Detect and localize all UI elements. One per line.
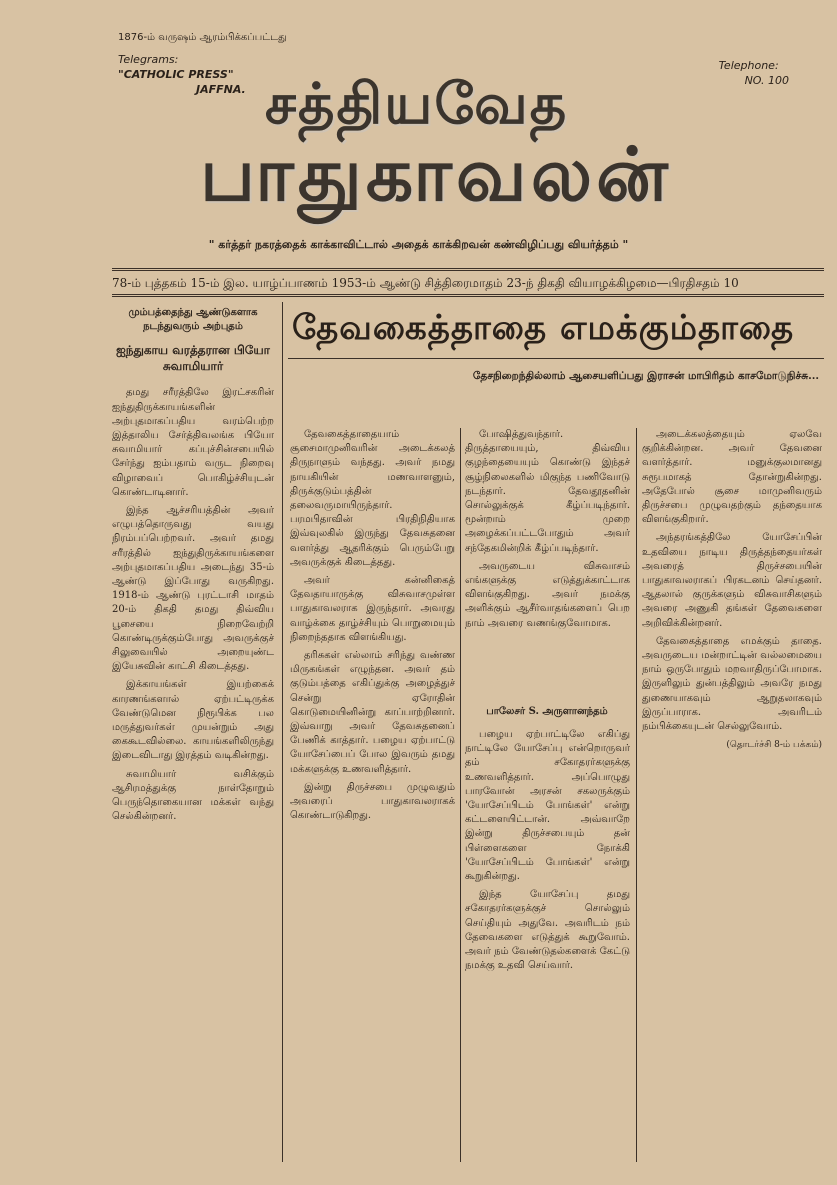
telephone-block <box>719 58 789 88</box>
telephone-label: Telephone: <box>718 59 779 72</box>
founded-note: 1876-ம் வருஷம் ஆரம்பிக்கப்பட்டது <box>118 32 287 43</box>
main-column-1 <box>290 428 455 1162</box>
paragraph: அவர் கன்னிகைத் தேவதாயாருக்கு விசுவாசமுள்ள பாதுகாவலராக இருந்தார். அவரது வாழ்க்கை தாழ்ச்சியும் பொறுமையும் நிறைந்ததாக விளங்கியது. <box>290 575 455 643</box>
main-subhead: தேசநிறைந்தில்லாம் ஆசையளிப்பது இராசன் மாபிரிதம் காசமோடுநிச்சு... <box>472 370 820 382</box>
divider <box>112 268 824 269</box>
byline: பாலேசர் S. அருளானந்தம் <box>486 706 608 717</box>
paragraph: தரிசுகள் எல்லாம் சரிந்து வண்ண மிருகங்கள் எழுந்தன. அவர் தம் குடும்பத்தை எகிப்துக்கு அழைத்துச் சென்று ஏரோதின் கொடுமையினின்று காப்பாற்றினார். இவ்வாறு அவர் தேவசுதனைப் பேணிக் காத்தார். பழைய ஏற்பாட்டு யோசேப்பைப் போல இவரும் தமது மக்களுக்கு உணவளித்தார். <box>290 650 455 775</box>
divider <box>112 270 824 271</box>
main-column-2-bottom <box>465 728 630 1162</box>
telegrams-label: Telegrams: <box>118 53 179 66</box>
paragraph: இந்த யோசேப்பு தமது சகோதரர்களுக்குச் சொல்லும் செய்தியும் அதுவே. அவரிடம் நம் தேவைகளை எடுத்துக் கூறுவோம். அவர் நம் வேண்டுதல்களைக் கேட்டு நமக்கு உதவி செய்வார். <box>465 889 630 972</box>
telegrams-city: JAFFNA. <box>196 83 246 96</box>
main-column-3 <box>642 428 822 1162</box>
paragraph: அந்தரங்கத்திலே யோசேப்பின் உதவியை நாடிய திருத்தந்தையர்கள் அவரைத் திருச்சபையின் பாதுகாவலராகப் பிரகடனம் செய்தனர். ஆதலால் குருக்களும் விசுவாசிகளும் அவரை அணுகி தங்கள் தேவைகளை அறிவிக்கின்றனர். <box>642 532 822 629</box>
paragraph: இன்று திருச்சபை முழுவதும் அவரைப் பாதுகாவலராகக் கொண்டாடுகிறது. <box>290 781 455 822</box>
telephone-value: NO. 100 <box>744 74 789 87</box>
paragraph: அடைக்கலத்தையும் ஏலவே குறிக்கின்றன. அவர் தேவனை வளர்த்தார். மனுக்குலமானது சுரூபமாகத் தோன்றுகின்றது. அதேபோல் சூசை மாமுனிவரும் திருச்சபை முழுவதற்கும் தந்தையாக விளங்குகிறார். <box>642 429 822 526</box>
paragraph: தமது சரீரத்திலே இரட்சகரின் ஐந்துதிருக்காயங்களின் அற்புதமாகப்பதிய வரம்பெற்ற இத்தாலிய சேர்த்திவலங்க பியோ சுவாமியார் கப்புச்சின்சபையில் சேர்ந்து ஐம்பதாம் வருட நிறைவு விழாவைப் பொகிழ்ச்சியுடன் கொண்டாடினார். <box>112 387 274 498</box>
telegrams-block <box>118 52 246 97</box>
column-rule <box>460 428 461 1162</box>
masthead-motto: " கர்த்தர் நகரத்தைக் காக்காவிட்டால் அதைக் காக்கிறவன் கண்விழிப்பது வியர்த்தம் " <box>208 238 629 251</box>
divider <box>288 358 824 359</box>
paragraph: அவருடைய விசுவாசம் எங்களுக்கு எடுத்துக்காட்டாக விளங்குகிறது. அவர் நமக்கு அளிக்கும் ஆசீர்வாதங்களைப் பெற நாம் அவரை வணங்குவோமாக. <box>465 560 630 629</box>
paragraph: சுவாமியார் வசிக்கும் ஆசிரமத்துக்கு நாள்தோறும் பெருந்தொகையான மக்கள் வந்து செல்கின்றனர். <box>112 768 274 823</box>
masthead-title-line2: பாதுகாவலன் <box>200 132 672 218</box>
masthead-title-line1: சத்தியவேத <box>265 72 569 137</box>
continued-note: (தொடர்ச்சி 8-ம் பக்கம்) <box>726 740 822 751</box>
column-rule <box>282 302 283 1162</box>
paragraph: தேவகைத்தாதையாம் சூசைமாமுனிவரின் அடைக்கலத் திருநாளும் வந்தது. அவர் நமது நாயகியின் மணவாளனும், திருக்குடும்பத்தின் தலைவருமாயிருந்தார். பரமபிதாவின் பிரதிநிதியாக இவ்வுலகில் இருந்து தேவசுதனை வளர்த்து ஆதரிக்கும் பெரும்பேறு அவருக்குக் கிடைத்தது. <box>290 429 455 568</box>
main-column-2-top <box>465 428 630 700</box>
paragraph: பழைய ஏற்பாட்டிலே எகிப்து நாட்டிலே யோசேப்பு என்றொருவர் தம் சகோதரர்களுக்கு உணவளித்தார். அப்பொழுது பாரவோன் அரசன் சகலருக்கும் 'யோசேப்பிடம் போங்கள்' என்று கட்டளையிட்டான். அவ்வாறே இன்று திருச்சபையும் தன் பிள்ளைகளை நோக்கி 'யோசேப்பிடம் போங்கள்' என்று கூறுகின்றது. <box>465 729 630 883</box>
left-article <box>112 302 274 1162</box>
divider <box>112 296 824 297</box>
dateline: 78-ம் புத்தகம் 15-ம் இல. யாழ்ப்பாணம் 1953-ம் ஆண்டு சித்திரைமாதம் 23-ந் திகதி வியாழக்கிழமை—பிரதிசதம் 10 <box>112 276 739 290</box>
paragraph: இக்காயங்கள் இயற்கைக் காரணங்களால் ஏற்பட்டிருக்க வேண்டுமென நிரூபிக்க பல மருத்துவர்கள் முயன்றும் அது கைகூடவில்லை. காயங்களிலிருந்து இடைவிடாது இரத்தம் வடிகின்றது. <box>112 679 274 762</box>
telegrams-value: "CATHOLIC PRESS" <box>118 68 234 81</box>
paragraph: இந்த ஆச்சரியத்தின் அவர் எழுபத்தொருவது வயது நிரம்பப்பெற்றவர். அவர் தமது சரீரத்தில் ஐந்துதிருக்காயங்களை அற்புதமாகப்பதிய அடைந்து 35-ம் ஆண்டு இப்போது வருகிறது. 1918-ம் ஆண்டு புரட்டாசி மாதம் 20-ம் திகதி தமது திவ்விய பூசையை நிறைவேற்றி கொண்டிருக்கும்போது அவருக்குச் சிலுவையில் அறையுண்ட இயேசுவின் காட்சி கிடைத்தது. <box>112 505 274 673</box>
main-headline: தேவகைத்தாதை எமக்கும்தாதை <box>292 308 795 348</box>
divider <box>112 294 824 295</box>
paragraph: போஷித்துவந்தார். திருத்தாயையும், திவ்விய குழந்தையையும் கொண்டு இந்தச் சூழ்நிலைகளில் மிகுந்த பணிவோடு நடந்தார். தேவதூதனின் சொல்லுக்குக் கீழ்ப்படிந்தார். மூன்றாம் முறை அழைக்கப்பட்டபோதும் அவர் சந்தேகமின்றிக் கீழ்ப்படிந்தார். <box>465 429 630 554</box>
paragraph: தேவகைத்தாதை எமக்கும் தாதை. அவருடைய மன்றாட்டின் வல்லமையை நாம் ஒருபோதும் மறவாதிருப்போமாக. இருளிலும் துன்பத்திலும் அவரே நமது துணையாகவும் ஆறுதலாகவும் இருப்பாராக. அவரிடம் நம்பிக்கையுடன் செல்லுவோம். <box>642 635 822 733</box>
column-rule <box>636 428 637 1162</box>
left-article-kicker: மும்பத்தைந்து ஆண்டுகளாக நடந்துவரும் அற்புதம் <box>128 307 258 333</box>
left-article-title: ஐந்துகாய வரத்தரான பியோ சுவாமியார் <box>116 343 270 374</box>
